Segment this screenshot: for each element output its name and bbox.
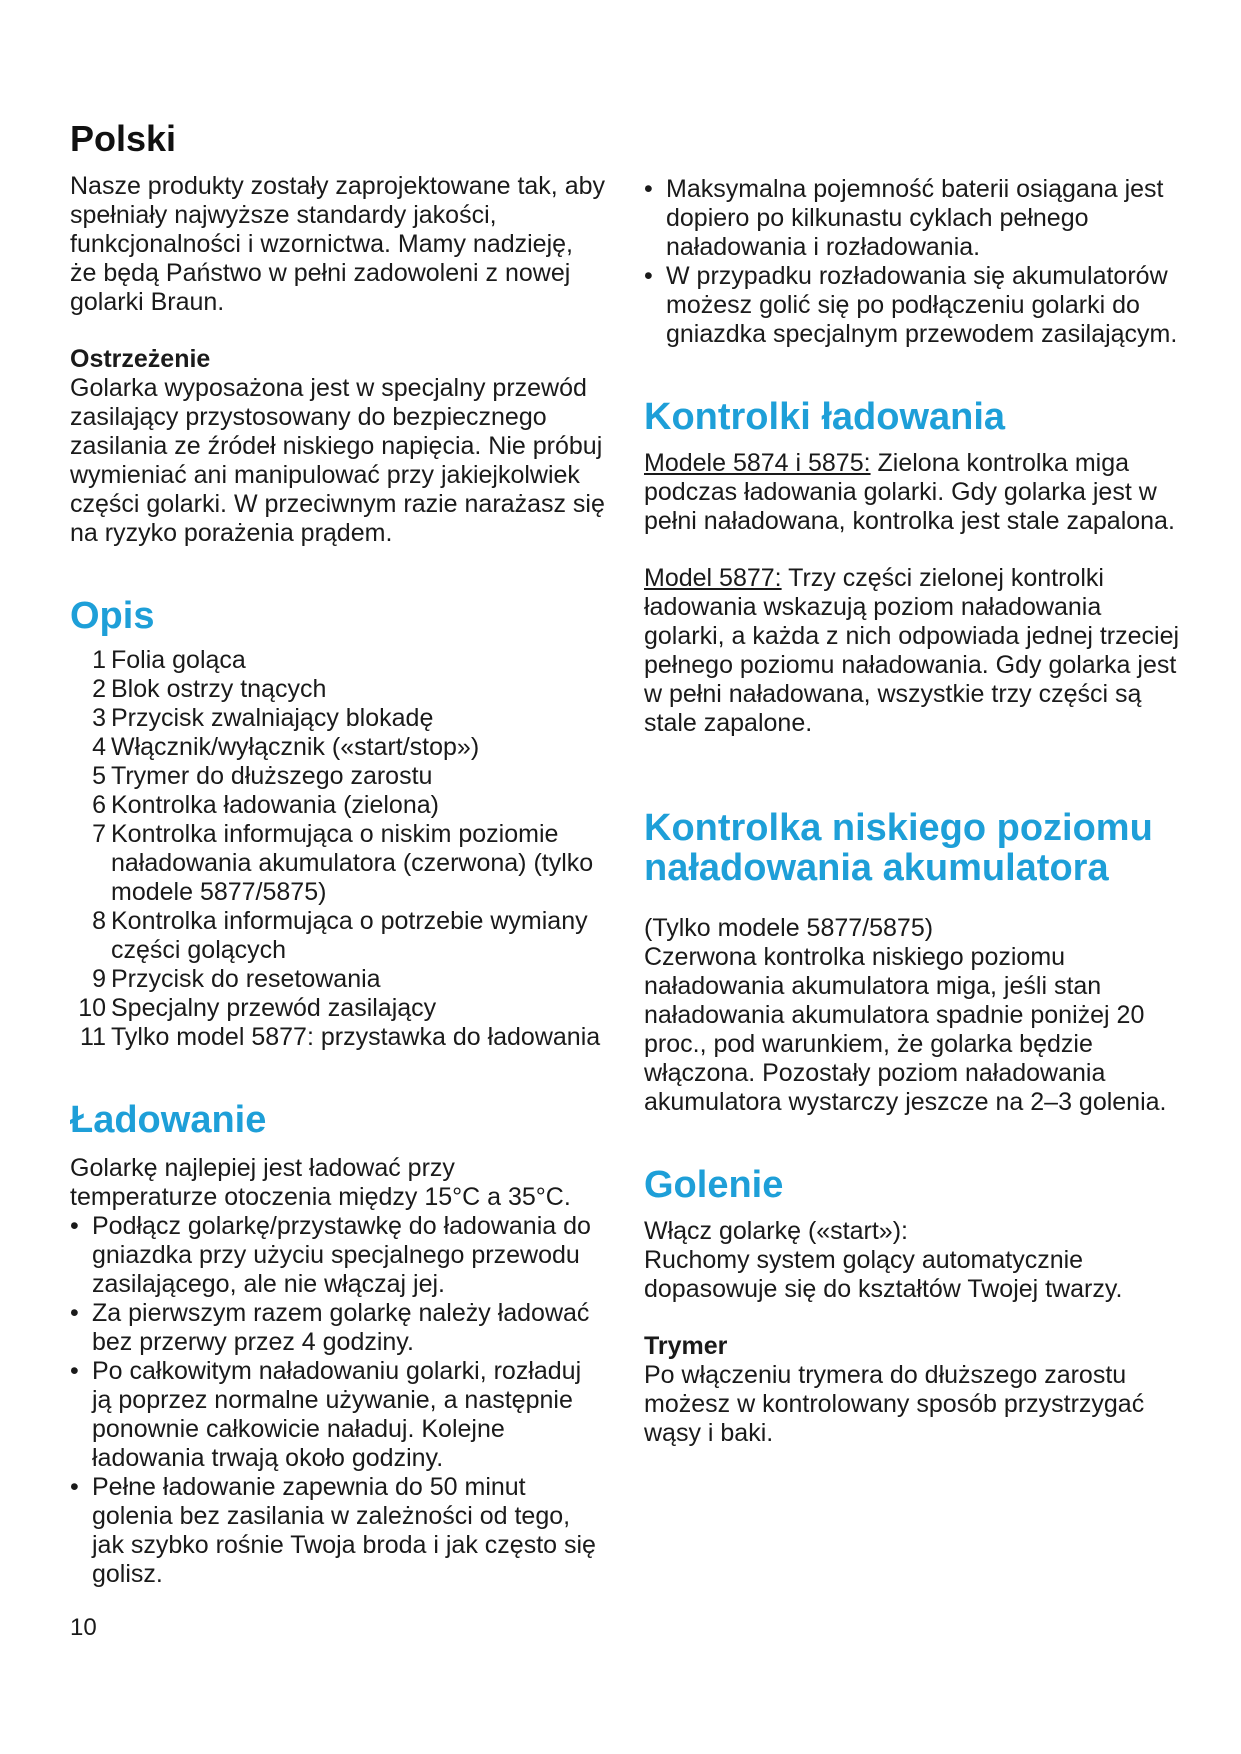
page-number: 10 bbox=[70, 1614, 97, 1641]
list-item: • Za pierwszym razem golarkę należy ładować bez przerwy przez 4 godziny. bbox=[70, 1299, 605, 1357]
warning-text: Golarka wyposażona jest w specjalny przewód zasilający przystosowany do bezpiecznego zasilania ze źródeł niskiego napięcia. Nie próbuj wymieniać ani manipulować przy jakiejkolwiek części golarki. W przeciwnym razie narażasz się na ryzyko porażenia prądem. bbox=[70, 374, 605, 547]
description-list bbox=[70, 646, 605, 1052]
list-item: 7 Kontrolka informująca o niskim poziomie naładowania akumulatora (czerwona) (tylko modele 5877/5875) bbox=[92, 820, 594, 906]
charging-bullets-part2 bbox=[644, 175, 1184, 349]
charge-indicators-p2: Model 5877: Trzy części zielonej kontrolki ładowania wskazują poziom naładowania golarki, a każda z nich odpowiada jednej trzeciej pełnego poziomu naładowania. Gdy golarka jest w pełni naładowana, wszystkie trzy części są stale zapalone. bbox=[644, 564, 1180, 737]
list-item: • Pełne ładowanie zapewnia do 50 minut golenia bez zasilania w zależności od tego, jak szybko rośnie Twoja broda i jak często się golisz. bbox=[70, 1473, 605, 1589]
trimmer-text: Po włączeniu trymera do dłuższego zarostu możesz w kontrolowany sposób przystrzygać wąsy i baki. bbox=[644, 1361, 1145, 1447]
intro-paragraph: Nasze produkty zostały zaprojektowane tak, aby spełniały najwyższe standardy jakości, funkcjonalności i wzornictwa. Mamy nadzieję, że będą Państwo w pełni zadowoleni z nowej golarki Braun. bbox=[70, 172, 605, 316]
model-5877-label: Model 5877: bbox=[644, 564, 782, 592]
low-battery-text: Czerwona kontrolka niskiego poziomu naładowania akumulatora miga, jeśli stan naładowania akumulatora spadnie poniżej 20 proc., pod warunkiem, że golarka będzie włączona. Pozostały poziom naładowania akumulatora wystarczy jeszcze na 2–3 golenia. bbox=[644, 943, 1167, 1116]
description-heading: Opis bbox=[70, 595, 155, 637]
warning-heading: Ostrzeżenie bbox=[70, 345, 211, 373]
charging-heading: Ładowanie bbox=[70, 1099, 267, 1141]
low-battery-heading: Kontrolka niskiego poziomu naładowania akumulatora bbox=[644, 807, 1153, 889]
charge-indicators-p1: Modele 5874 i 5875: Zielona kontrolka miga podczas ładowania golarki. Gdy golarka jest w pełni naładowana, kontrolka jest stale zapalona. bbox=[644, 449, 1175, 535]
list-item: • Po całkowitym naładowaniu golarki, rozładuj ją poprzez normalne używanie, a następnie ponownie całkowicie naładuj. Kolejne ładowania trwają około godziny. bbox=[70, 1357, 605, 1473]
models-5874-5875-label: Modele 5874 i 5875: bbox=[644, 449, 871, 477]
list-item: 8 Kontrolka informująca o potrzebie wymiany części golących bbox=[92, 907, 588, 964]
shaving-line1: Włącz golarkę («start»): bbox=[644, 1217, 908, 1245]
list-item: 11 Tylko model 5877: przystawka do ładowania bbox=[80, 1023, 601, 1051]
language-title: Polski bbox=[70, 118, 177, 159]
list-item: 10 Specjalny przewód zasilający bbox=[78, 994, 437, 1022]
list-item: 3 Przycisk zwalniający blokadę bbox=[92, 704, 434, 732]
list-item: 6 Kontrolka ładowania (zielona) bbox=[92, 791, 439, 819]
charge-indicators-heading: Kontrolki ładowania bbox=[644, 396, 1006, 438]
charging-intro: Golarkę najlepiej jest ładować przy temperaturze otoczenia między 15°C a 35°C. bbox=[70, 1154, 571, 1211]
list-item: 5 Trymer do dłuższego zarostu bbox=[92, 762, 433, 790]
list-item: 2 Blok ostrzy tnących bbox=[92, 675, 327, 703]
shaving-line2: Ruchomy system golący automatycznie dopasowuje się do kształtów Twojej twarzy. bbox=[644, 1246, 1123, 1303]
list-item: • Podłącz golarkę/przystawkę do ładowania do gniazdka przy użyciu specjalnego przewodu zasilającego, ale nie włączaj jej. bbox=[70, 1212, 605, 1299]
list-item: 9 Przycisk do resetowania bbox=[92, 965, 381, 993]
right-column bbox=[644, 175, 1184, 1448]
list-item: 4 Włącznik/wyłącznik («start/stop») bbox=[92, 733, 480, 761]
shaving-heading: Golenie bbox=[644, 1164, 784, 1206]
list-item: 1 Folia goląca bbox=[92, 646, 246, 674]
low-battery-models: (Tylko modele 5877/5875) bbox=[644, 914, 934, 942]
left-column bbox=[70, 118, 605, 1589]
charging-bullets-part1 bbox=[70, 1212, 605, 1589]
list-item: • Maksymalna pojemność baterii osiągana jest dopiero po kilkunastu cyklach pełnego naładowania i rozładowania. bbox=[644, 175, 1184, 262]
trimmer-heading: Trymer bbox=[644, 1332, 728, 1360]
list-item: • W przypadku rozładowania się akumulatorów możesz golić się po podłączeniu golarki do gniazdka specjalnym przewodem zasilającym. bbox=[644, 262, 1184, 349]
